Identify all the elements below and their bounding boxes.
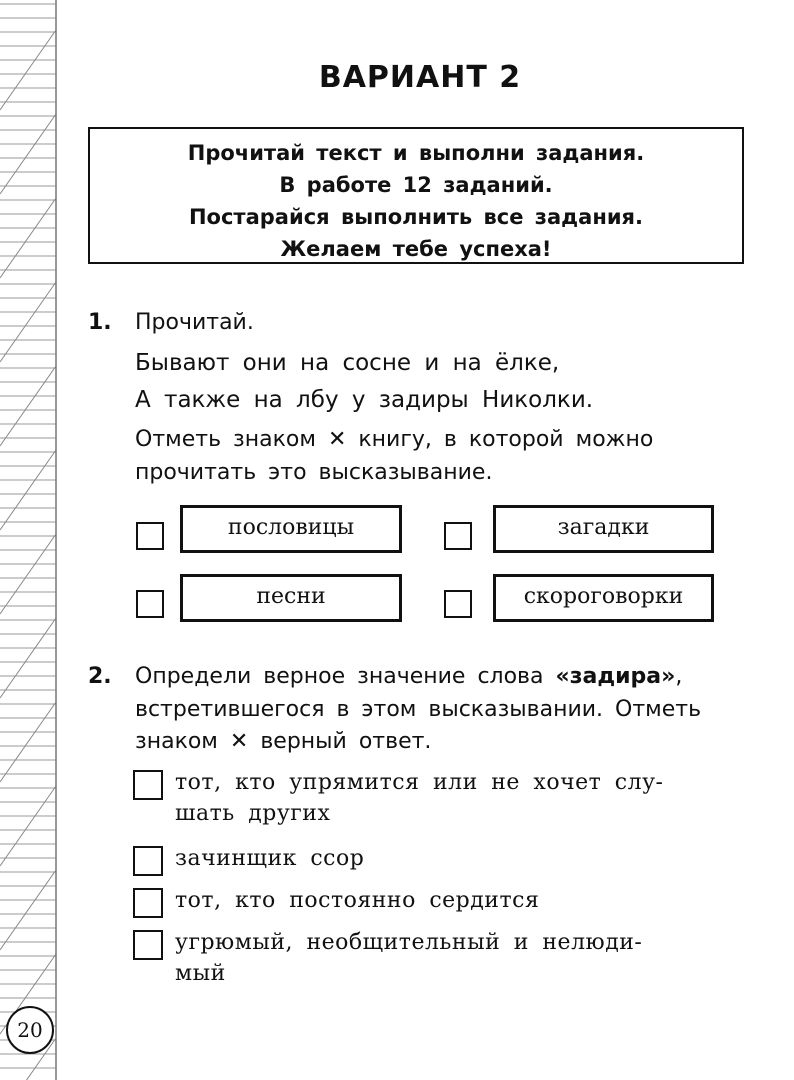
- task-1-question: Отметь знаком ✕ книгу, в которой можно: [135, 427, 654, 452]
- page-number: 20: [6, 1006, 54, 1054]
- poem-line: А также на лбу у задиры Николки.: [135, 387, 594, 413]
- intro-line: Постарайся выполнить все задания.: [188, 205, 643, 229]
- answer-3: тот, кто постоянно сердится: [175, 888, 540, 913]
- text: Определи верное значение слова: [135, 664, 556, 689]
- checkbox-answer-1[interactable]: [133, 770, 163, 800]
- checkbox-option-2[interactable]: [444, 522, 472, 550]
- answer-line: угрюмый, необщительный и нелюди-: [175, 930, 643, 955]
- answer-line: шать других: [175, 801, 331, 826]
- answer-2: зачинщик ссор: [175, 846, 365, 871]
- checkbox-answer-3[interactable]: [133, 888, 163, 918]
- poem-line: Бывают они на сосне и на ёлке,: [135, 350, 560, 376]
- keyword: «задира»: [555, 664, 676, 689]
- checkbox-option-4[interactable]: [444, 590, 472, 618]
- answer-1: [175, 770, 663, 826]
- checkbox-option-1[interactable]: [136, 522, 164, 550]
- task-2-question: [135, 664, 682, 689]
- option-riddles: загадки: [493, 505, 714, 553]
- answer-line: тот, кто упрямится или не хочет слу-: [175, 770, 664, 795]
- instructions-box: [88, 127, 744, 264]
- intro-line: Желаем тебе успеха!: [280, 237, 552, 261]
- task-1-number: 1.: [88, 310, 112, 335]
- task-1-question: прочитать это высказывание.: [135, 460, 493, 485]
- task-2-question: знаком ✕ верный ответ.: [135, 729, 432, 754]
- answer-line: мый: [175, 961, 226, 986]
- intro-line: В работе 12 заданий.: [279, 173, 553, 197]
- checkbox-answer-2[interactable]: [133, 846, 163, 876]
- task-1-instruction: Прочитай.: [135, 310, 254, 335]
- task-2-question: встретившегося в этом высказывании. Отметь: [135, 697, 702, 722]
- option-tongue-twisters: скороговорки: [493, 574, 714, 622]
- checkbox-answer-4[interactable]: [133, 930, 163, 960]
- checkbox-option-3[interactable]: [136, 590, 164, 618]
- text: ,: [675, 664, 683, 689]
- task-2-number: 2.: [88, 664, 112, 689]
- option-songs: песни: [180, 574, 402, 622]
- answer-4: [175, 930, 642, 986]
- page-title: ВАРИАНТ 2: [318, 60, 522, 95]
- handwriting-margin-lines: [0, 0, 58, 1080]
- option-proverbs: пословицы: [180, 505, 402, 553]
- intro-line: Прочитай текст и выполни задания.: [187, 141, 645, 165]
